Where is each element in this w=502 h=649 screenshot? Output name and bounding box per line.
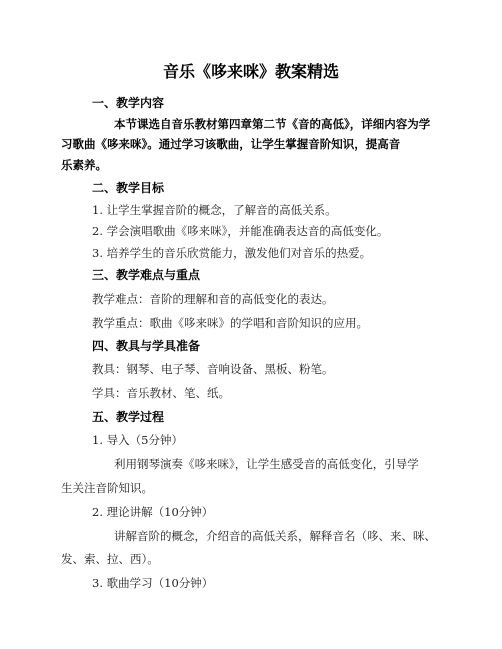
process-step-2-line-2: 发、索、拉、西）。 xyxy=(61,552,159,566)
key-point-text: 教学重点：歌曲《哆来咪》的学唱和音阶知识的应用。 xyxy=(92,316,368,330)
content-paragraph-line-3: 乐素养。 xyxy=(61,158,107,172)
section-heading-content: 一、教学内容 xyxy=(92,96,165,110)
objective-item-1: 1. 让学生掌握音阶的概念，了解音的高低关系。 xyxy=(92,203,337,217)
section-heading-difficulty: 三、教学难点与重点 xyxy=(92,268,201,282)
section-heading-materials: 四、教具与学具准备 xyxy=(92,339,201,353)
process-step-1-line-1: 利用钢琴演奏《哆来咪》，让学生感受音的高低变化，引导学 xyxy=(114,457,419,471)
page-title: 音乐《哆来咪》教案精选 xyxy=(162,62,339,81)
process-step-2-line-1: 讲解音阶的概念，介绍音的高低关系，解释音名（哆、来、咪、 xyxy=(114,529,436,543)
content-paragraph-line-1: 本节课选自音乐教材第四章第二节《音的高低》，详细内容为学 xyxy=(114,117,431,131)
section-heading-process: 五、教学过程 xyxy=(92,410,165,424)
objective-item-3: 3. 培养学生的音乐欣赏能力，激发他们对音乐的热爱。 xyxy=(92,246,372,260)
process-step-2: 2. 理论讲解（10分钟） xyxy=(92,505,214,519)
objective-item-2: 2. 学会演唱歌曲《哆来咪》，并能准确表达音的高低变化。 xyxy=(92,224,389,238)
section-heading-objectives: 二、教学目标 xyxy=(92,181,165,195)
teacher-tools-text: 教具：钢琴、电子琴、音响设备、黑板、粉笔。 xyxy=(92,362,334,376)
content-paragraph-line-2: 习歌曲《哆来咪》。通过学习该歌曲，让学生掌握音阶知识，提高音 xyxy=(61,137,401,151)
process-step-1: 1. 导入（5分钟） xyxy=(92,433,183,447)
process-step-1-line-2: 生关注音阶知识。 xyxy=(61,481,153,495)
student-tools-text: 学具：音乐教材、笔、纸。 xyxy=(92,386,230,400)
process-step-3: 3. 歌曲学习（10分钟） xyxy=(92,576,214,590)
difficulty-text: 教学难点：音阶的理解和音的高低变化的表达。 xyxy=(92,292,334,306)
